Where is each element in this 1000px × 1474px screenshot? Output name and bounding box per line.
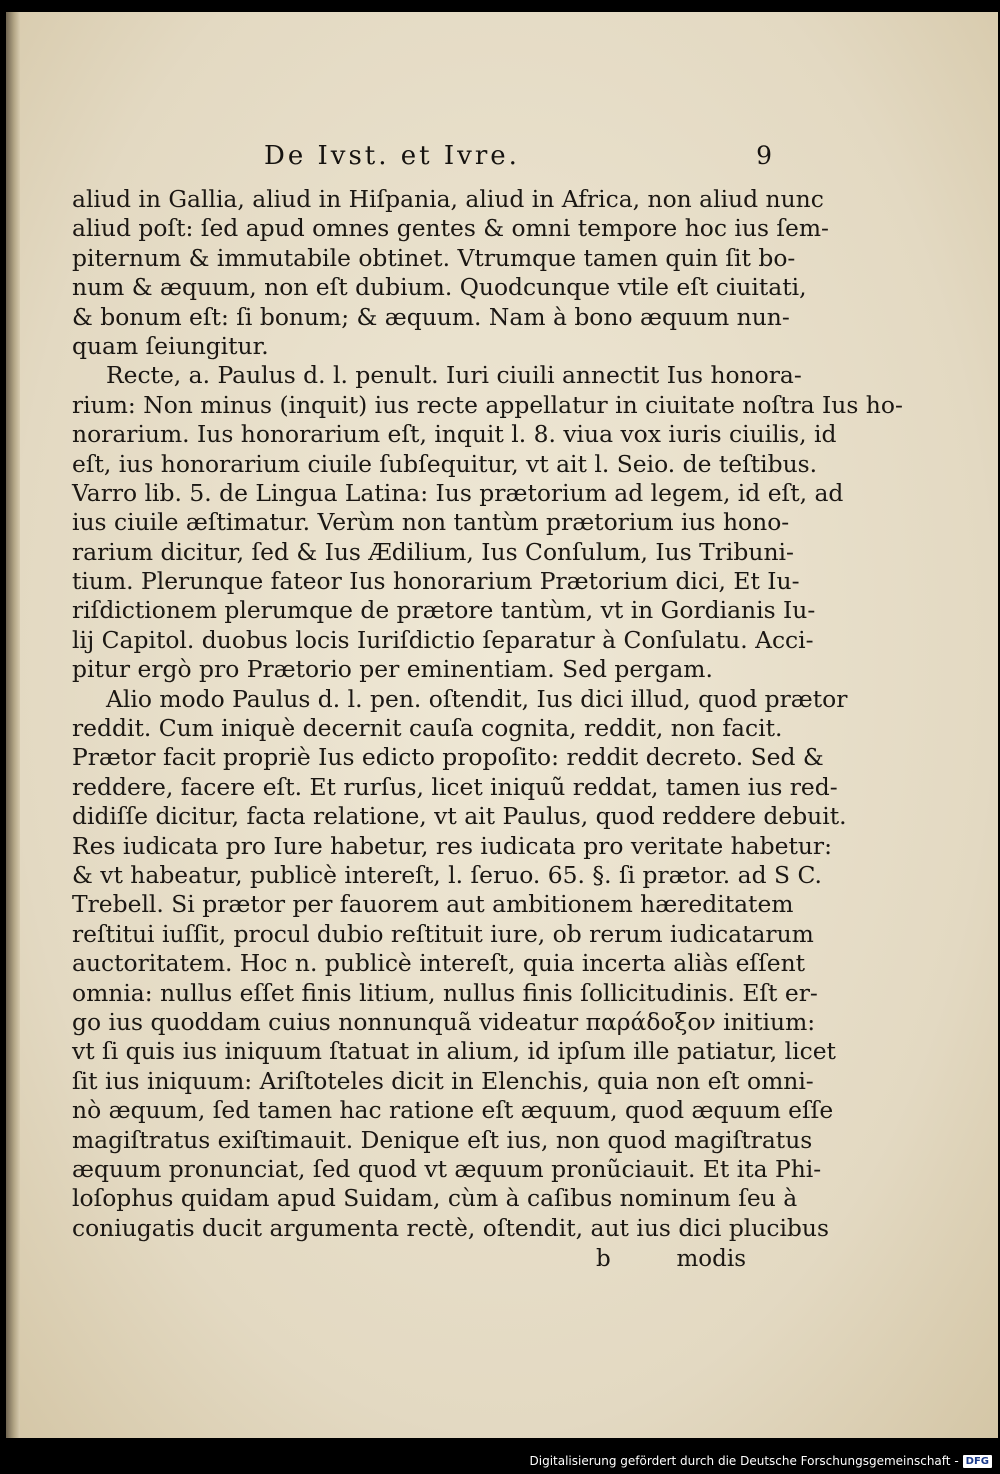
- text-line: nò æquum, ſed tamen hac ratione eſt æquum, quod æquum eſſe: [72, 1096, 834, 1125]
- text-line: quam ſeiungitur.: [72, 331, 269, 360]
- text-line: didiſſe dicitur, facta relatione, vt ait Paulus, quod reddere debuit.: [72, 802, 847, 831]
- text-line: lij Capitol. duobus locis Iuriſdictio ſeparatur à Conſulatu. Acci-: [72, 625, 814, 654]
- text-line: Prætor facit propriè Ius edicto propoſito: reddit decreto. Sed &: [72, 743, 824, 772]
- text-line: Alio modo Paulus d. l. pen. oſtendit, Ius dici illud, quod prætor: [106, 684, 848, 713]
- text-line: ſit ius iniquum: Ariſtoteles dicit in Elenchis, quia non eſt omni-: [72, 1066, 814, 1095]
- text-line: tium. Plerunque fateor Ius honorarium Prætorium dici, Et Iu-: [72, 567, 800, 596]
- text-line: Varro lib. 5. de Lingua Latina: Ius prætorium ad legem, id eſt, ad: [72, 478, 844, 507]
- page-number: 9: [756, 141, 772, 170]
- text-line: go ius quoddam cuius nonnunquã videatur παράδοξον initium:: [72, 1007, 816, 1036]
- text-line: auctoritatem. Hoc n. publicè intereſt, quia incerta aliàs eſſent: [72, 949, 806, 978]
- text-line: piternum & immutabile obtinet. Vtrumque tamen quin ſit bo-: [72, 243, 796, 272]
- signature-mark: b: [596, 1246, 611, 1272]
- text-line: Trebell. Si prætor per fauorem aut ambitionem hæreditatem: [72, 890, 794, 919]
- text-line: Recte, a. Paulus d. l. penult. Iuri ciuili annectit Ius honora-: [106, 361, 802, 390]
- body-text: [72, 185, 903, 1243]
- text-line: riſdictionem plerumque de prætore tantùm, vt in Gordianis Iu-: [72, 596, 816, 625]
- text-line: & bonum eſt: ſi bonum; & æquum. Nam à bono æquum nun-: [72, 302, 790, 331]
- text-line: & vt habeatur, publicè intereſt, l. ſeruo. 65. §. ſi prætor. ad S C.: [72, 860, 822, 889]
- text-line: reddere, facere eſt. Et rurſus, licet iniquũ reddat, tamen ius red-: [72, 772, 838, 801]
- text-line: aliud in Gallia, aliud in Hiſpania, aliud in Africa, non aliud nunc: [72, 185, 824, 213]
- text-line: ius ciuile æſtimatur. Verùm non tantùm prætorium ius hono-: [72, 508, 790, 537]
- running-header: [264, 141, 772, 181]
- running-title: De Ivst. et Ivre.: [264, 141, 520, 171]
- text-line: reſtitui iuſſit, procul dubio reſtituit iure, ob rerum iudicatarum: [72, 919, 814, 948]
- text-line: pitur ergò pro Prætorio per eminentiam. Sed pergam.: [72, 655, 713, 684]
- catchword-line: [596, 1246, 746, 1276]
- text-line: num & æquum, non eſt dubium. Quodcunque vtile eſt ciuitati,: [72, 273, 807, 302]
- text-line: coniugatis ducit argumenta rectè, oſtendit, aut ius dici plucibus: [72, 1213, 829, 1242]
- dfg-logo-icon: DFG: [963, 1455, 992, 1468]
- text-line: magiſtratus exiſtimauit. Denique eſt ius, non quod magiſtratus: [72, 1125, 813, 1154]
- text-line: aliud poſt: ſed apud omnes gentes & omni tempore hoc ius ſem-: [72, 214, 829, 243]
- text-line: loſophus quidam apud Suidam, cùm à caſibus nominum ſeu à: [72, 1184, 798, 1213]
- book-page: [6, 12, 998, 1438]
- text-line: vt ſi quis ius iniquum ſtatuat in alium, id ipſum ille patiatur, licet: [72, 1037, 836, 1066]
- footer-credit: [530, 1452, 993, 1470]
- text-line: rium: Non minus (inquit) ius recte appellatur in ciuitate noſtra Ius ho-: [72, 390, 903, 419]
- catchword: modis: [676, 1246, 746, 1272]
- text-line: Res iudicata pro Iure habetur, res iudicata pro veritate habetur:: [72, 831, 832, 860]
- page-spine-shadow: [6, 12, 20, 1438]
- text-line: eſt, ius honorarium ciuile ſubſequitur, vt ait l. Seio. de teſtibus.: [72, 449, 818, 478]
- footer-credit-text: Digitalisierung gefördert durch die Deutsche Forschungsgemeinschaft -: [529, 1454, 959, 1468]
- text-line: norarium. Ius honorarium eſt, inquit l. 8. viua vox iuris ciuilis, id: [72, 420, 837, 449]
- text-line: reddit. Cum iniquè decernit cauſa cognita, reddit, non facit.: [72, 714, 783, 743]
- text-line: æquum pronunciat, ſed quod vt æquum pronũciauit. Et ita Phi-: [72, 1154, 822, 1183]
- text-line: omnia: nullus eſſet finis litium, nullus finis ſollicitudinis. Eſt er-: [72, 978, 818, 1007]
- text-line: rarium dicitur, ſed & Ius Ædilium, Ius Conſulum, Ius Tribuni-: [72, 537, 794, 566]
